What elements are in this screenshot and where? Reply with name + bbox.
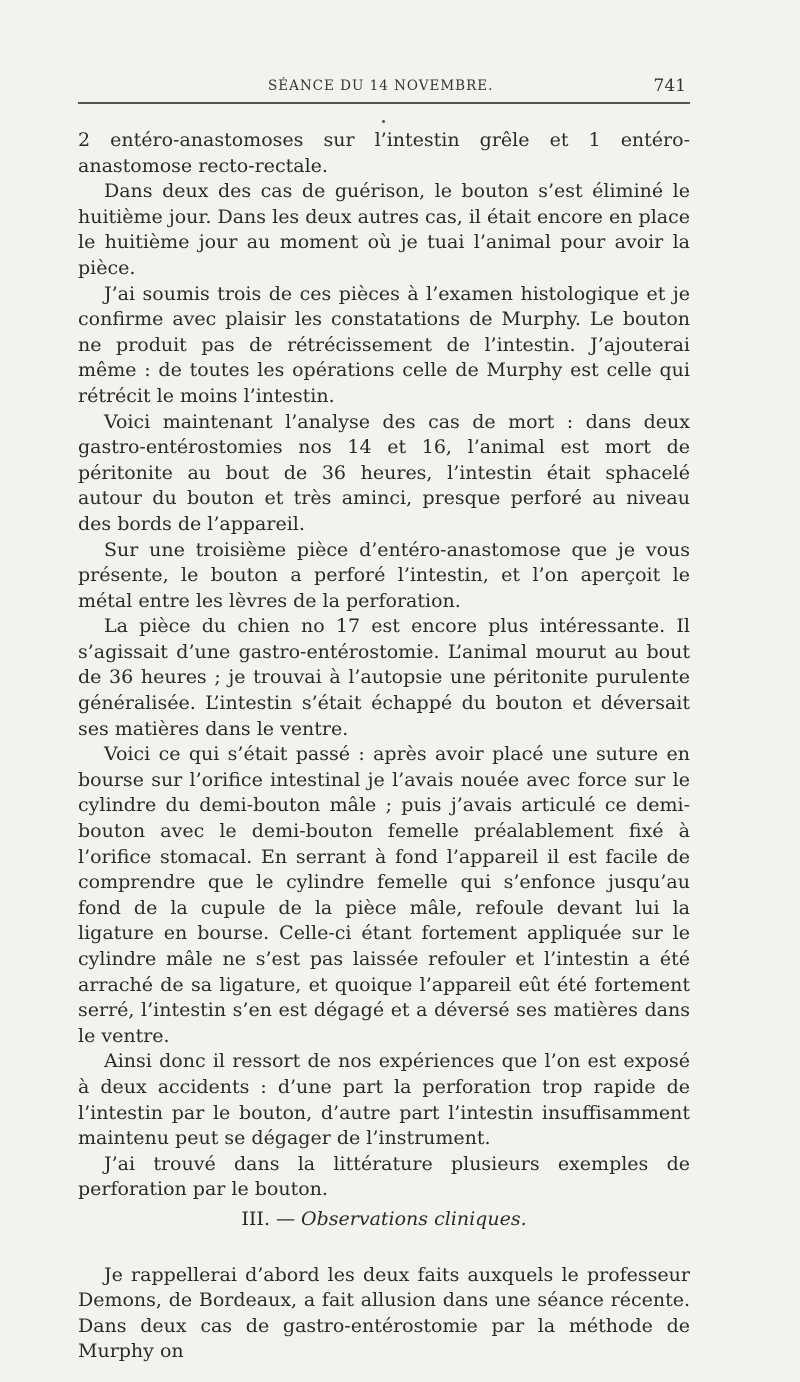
paragraph-6: La pièce du chien no 17 est encore plus intéressante. Il s’agissait d’une gastro-entérostomie. L’animal mourut au bout de 36 heures ; je trouvai à l’autopsie une péritonite purulente généralisée. L’intestin s’était échappé du bouton et déversait ses matières dans le ventre.	[78, 615, 690, 740]
page-number: 741	[653, 76, 686, 96]
paragraph-9: J’ai trouvé dans la littérature plusieurs exemples de perforation par le bouton.	[78, 1152, 690, 1201]
ink-speck	[382, 120, 385, 123]
page-header	[78, 72, 690, 104]
paragraph-7: Voici ce qui s’était passé : après avoir placé une suture en bourse sur l’orifice intestinal je l’avais nouée avec force sur le cylindre du demi-bouton mâle ; puis j’avais articulé ce demi-bouton avec le demi-bouton femelle préalablement fixé à l’orifice stomacal. En serrant à fond l’appareil il est facile de comprendre que le cylindre femelle qui s’enfonce jusqu’au fond de la cupule de la pièce mâle, refoule devant lui la ligature en bourse. Celle-ci étant fortement appliquée sur le cylindre mâle ne s’est pas laissée refouler et l’intestin a été arraché de sa ligature, et quoique l’appareil eût été fortement serré, l’intestin s’en est dégagé et a déversé ses matières dans le ventre.	[78, 743, 690, 1047]
paragraph-4: Voici maintenant l’analyse des cas de mort : dans deux gastro-entérostomies nos 14 et 16, l’animal est mort de péritonite au bout de 36 heures, l’intestin était sphacelé autour du bouton et très aminci, presque perforé au niveau des bords de l’appareil.	[78, 410, 690, 535]
running-head: SÉANCE DU 14 NOVEMBRE.	[268, 78, 494, 94]
section-number: III. —	[241, 1207, 295, 1230]
paragraph-1: 2 entéro-anastomoses sur l’intestin grêle et 1 entéro-anastomose recto-rectale.	[78, 129, 690, 177]
section-title: Observations cliniques.	[301, 1207, 527, 1230]
paragraph-3: J’ai soumis trois de ces pièces à l’examen histologique et je confirme avec plaisir les constatations de Murphy. Le bouton ne produit pas de rétrécissement de l’intestin. J’ajouterai même : de toutes les opérations celle de Murphy est celle qui rétrécit le moins l’intestin.	[78, 282, 690, 407]
body-text	[78, 128, 690, 1365]
paragraph-2: Dans deux des cas de guérison, le bouton s’est éliminé le huitième jour. Dans les deux autres cas, il était encore en place le huitième jour au moment où je tuai l’animal pour avoir la pièce.	[78, 180, 690, 279]
paragraph-10: Je rappellerai d’abord les deux faits auxquels le professeur Demons, de Bordeaux, a fait allusion dans une séance récente. Dans deux cas de gastro-entérostomie par la méthode de Murphy on	[78, 1263, 690, 1363]
paragraph-5: Sur une troisième pièce d’entéro-anastomose que je vous présente, le bouton a perforé l’intestin, et l’on aperçoit le métal entre les lèvres de la perforation.	[78, 538, 690, 612]
section-heading	[78, 1207, 690, 1233]
paragraph-8: Ainsi donc il ressort de nos expériences que l’on est exposé à deux accidents : d’une part la perforation trop rapide de l’intestin par le bouton, d’autre part l’intestin insuffisamment maintenu peut se dégager de l’instrument.	[78, 1050, 690, 1150]
